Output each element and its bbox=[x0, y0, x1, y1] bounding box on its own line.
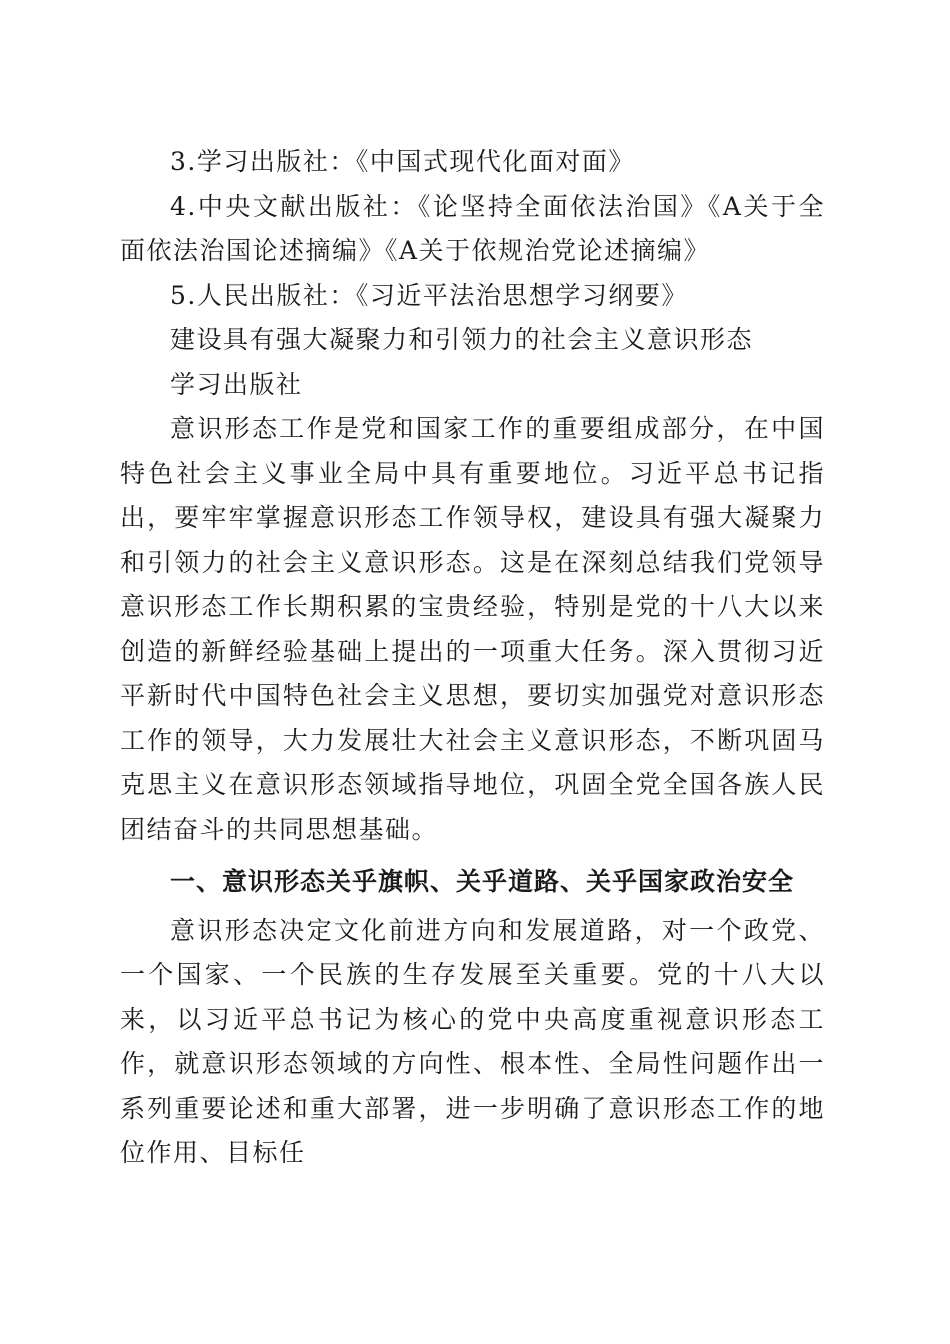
article-title: 建设具有强大凝聚力和引领力的社会主义意识形态 bbox=[170, 325, 754, 354]
publisher-line: 学习出版社 bbox=[170, 369, 303, 399]
document-page bbox=[120, 140, 825, 1176]
intro-paragraph: 意识形态工作是党和国家工作的重要组成部分，在中国特色社会主义事业全局中具有重要地位。习近平总书记指出，要牢牢掌握意识形态工作领导权，建设具有强大凝聚力和引领力的社会主义意识形态。这是在深刻总结我们党领导意识形态工作长期积累的宝贵经验，特别是党的十八大以来创造的新鲜经验基础上提出的一项重大任务。深入贯彻习近平新时代中国特色社会主义思想，要切实加强党对意识形态工作的领导，大力发展壮大社会主义意识形态，不断巩固马克思主义在意识形态领域指导地位，巩固全党全国各族人民团结奋斗的共同思想基础。 bbox=[120, 414, 825, 844]
list-item-4: 4.中央文献出版社：《论坚持全面依法治国》《A关于全面依法治国论述摘编》《A关于依规治党论述摘编》 bbox=[120, 191, 825, 265]
list-item-5: 5.人民出版社：《习近平法治思想学习纲要》 bbox=[170, 280, 688, 310]
section-heading: 一、意识形态关乎旗帜、关乎道路、关乎国家政治安全 bbox=[170, 867, 795, 896]
list-item-3: 3.学习出版社：《中国式现代化面对面》 bbox=[170, 147, 635, 176]
section-paragraph: 意识形态决定文化前进方向和发展道路，对一个政党、一个国家、一个民族的生存发展至关重要。党的十八大以来，以习近平总书记为核心的党中央高度重视意识形态工作，就意识形态领域的方向性、根本性、全局性问题作出一系列重要论述和重大部署，进一步明确了意识形态工作的地位作用、目标任 bbox=[120, 915, 825, 1167]
